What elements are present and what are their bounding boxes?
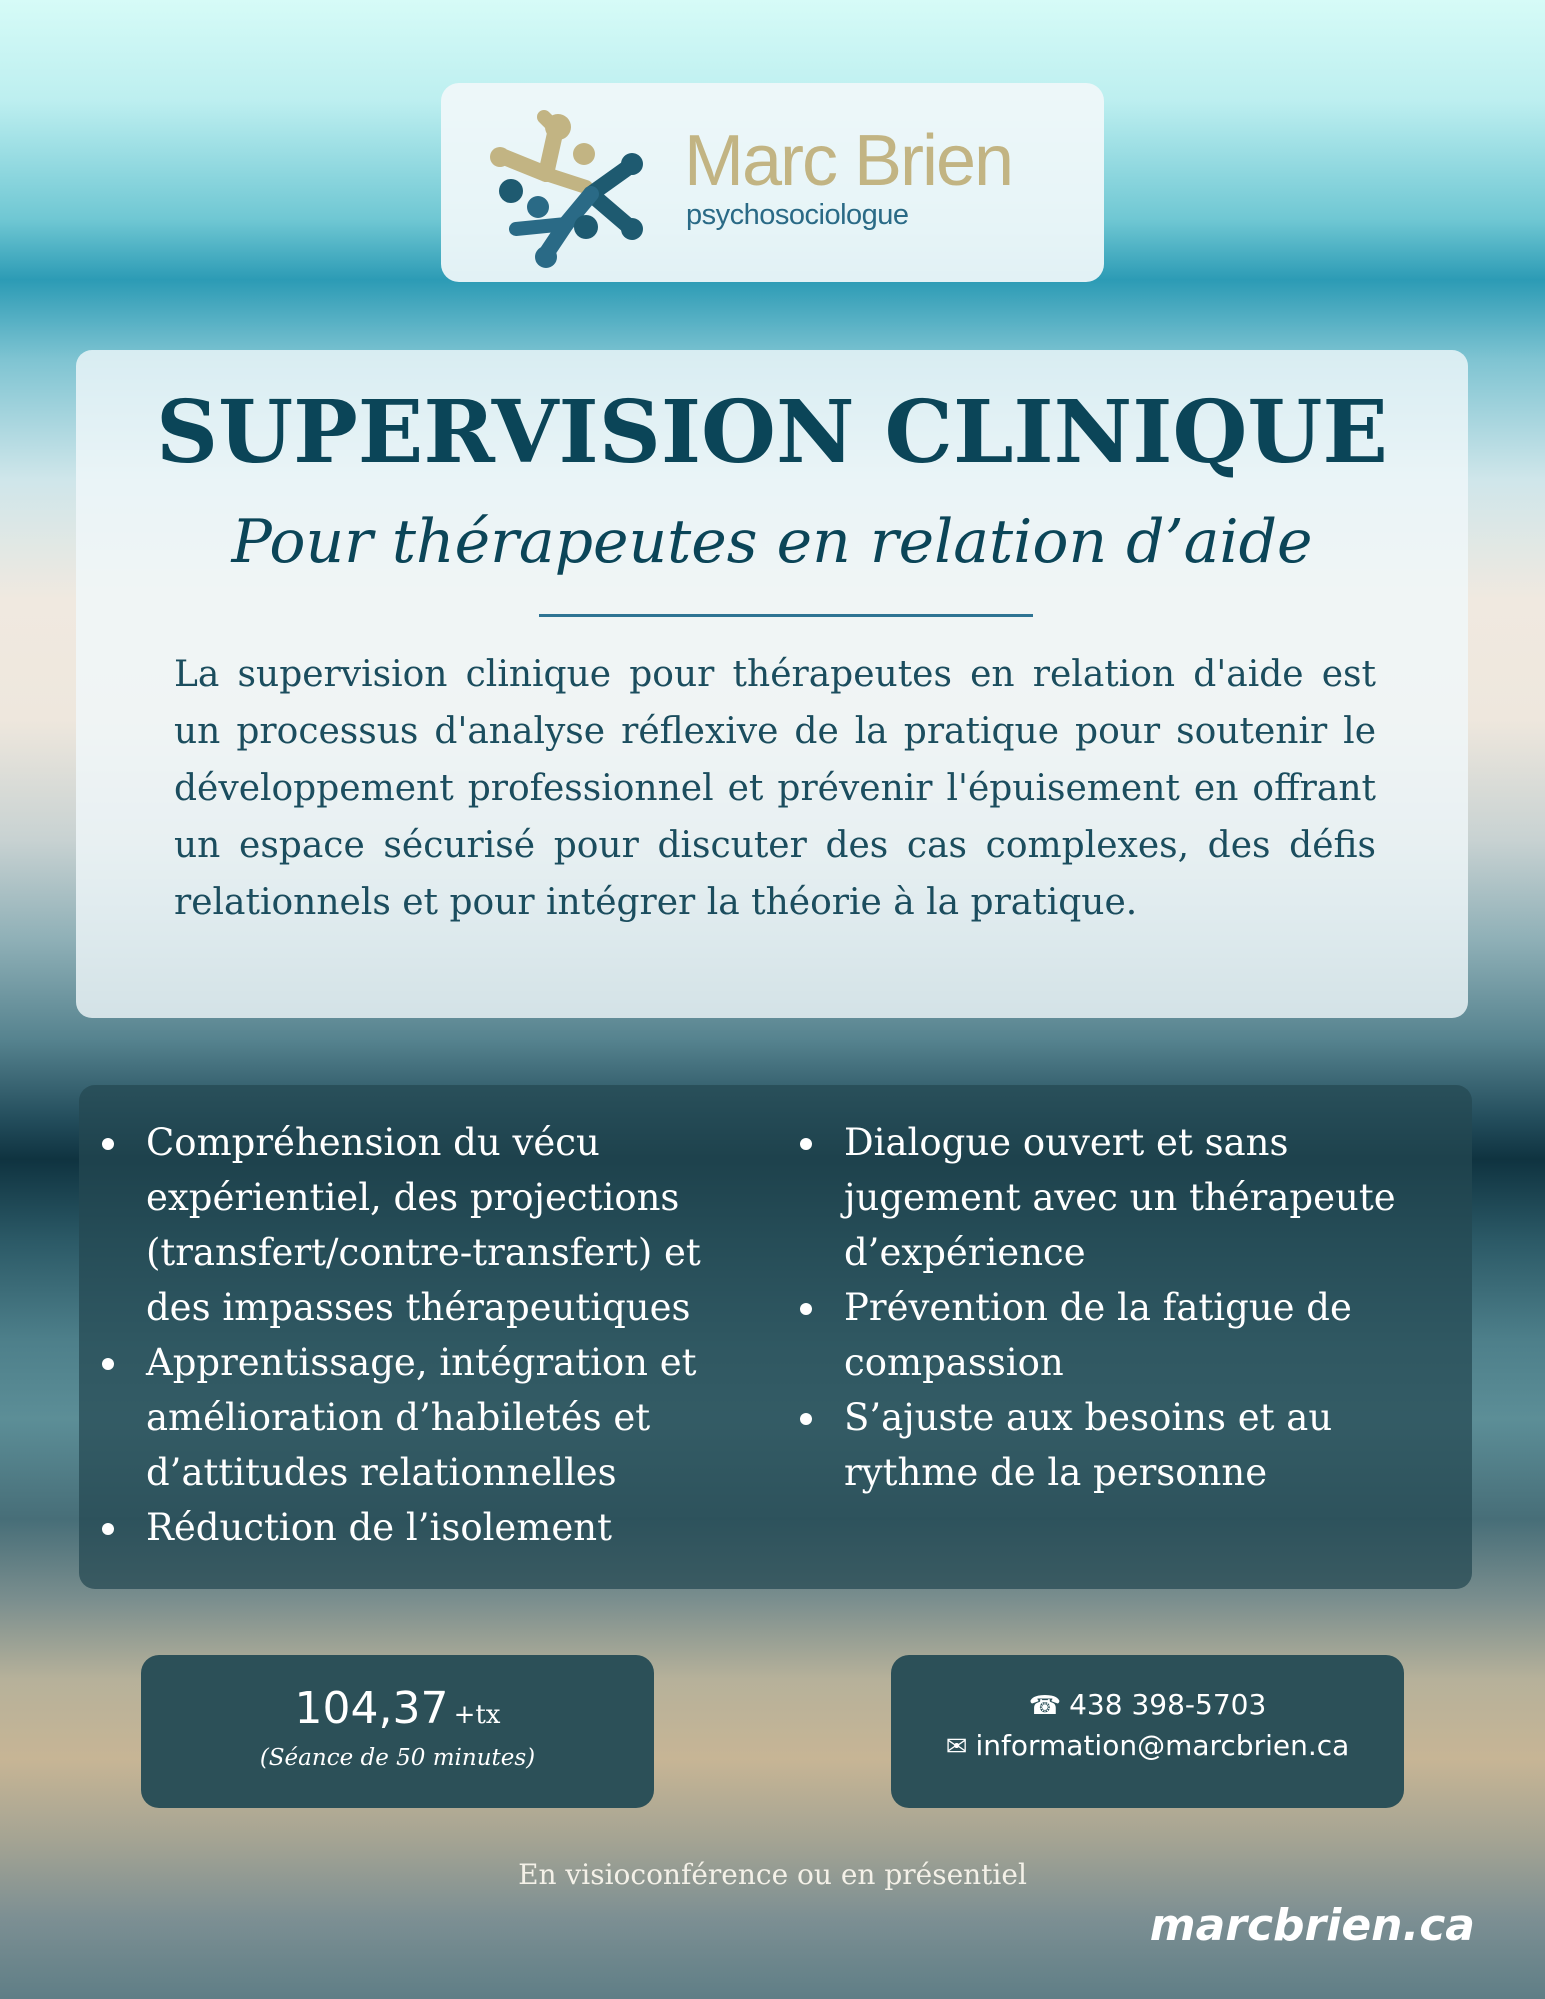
benefits-column-left [99,1115,769,1555]
benefit-item: Dialogue ouvert et sans jugement avec un thérapeute d’expérience [797,1115,1457,1280]
page-title: SUPERVISION CLINIQUE [156,382,1388,483]
benefits-panel [79,1085,1472,1589]
phone-number[interactable]: 438 398-5703 [1069,1688,1267,1721]
logo-tagline: psychosociologue [686,199,909,231]
envelope-icon: ✉ [945,1732,968,1762]
logo-name: Marc Brien [684,121,1013,201]
price-box [141,1655,654,1808]
page-subtitle: Pour thérapeutes en relation d’aide [231,507,1313,577]
phone-line [891,1688,1404,1721]
logo-card [441,83,1104,282]
email-link[interactable]: information@marcbrien.ca [975,1729,1350,1762]
description-paragraph: La supervision clinique pour thérapeutes en relation d'aide est un processus d'analyse réflexive de la pratique pour soutenir le développement professionnel et prévenir l'épuisement en offrant un espace sécurisé pour discuter des cas complexes, des défis relationnels et pour intégrer la théorie à la pratique. [174,654,1376,923]
phone-icon: ☎ [1028,1691,1062,1721]
email-line [891,1729,1404,1762]
website-link[interactable]: marcbrien.ca [1149,1900,1475,1951]
price-tax: +tx [453,1700,501,1730]
molecule-logo-icon [486,99,646,269]
intro-card [76,350,1468,1018]
benefits-column-right [797,1115,1457,1500]
price-amount: 104,37 [294,1683,449,1734]
title-divider [539,614,1033,617]
benefit-item: Prévention de la fatigue de compassion [797,1280,1457,1390]
session-mode-text: En visioconférence ou en présentiel [518,1858,1027,1891]
benefit-item: Réduction de l’isolement [99,1500,769,1555]
price-line [141,1683,654,1734]
contact-box [891,1655,1404,1808]
benefit-item: S’ajuste aux besoins et au rythme de la personne [797,1390,1457,1500]
session-duration-note: (Séance de 50 minutes) [259,1745,536,1771]
benefit-item: Apprentissage, intégration et amélioration d’habiletés et d’attitudes relationnelles [99,1335,769,1500]
benefit-item: Compréhension du vécu expérientiel, des projections (transfert/contre-transfert) et des impasses thérapeutiques [99,1115,769,1335]
